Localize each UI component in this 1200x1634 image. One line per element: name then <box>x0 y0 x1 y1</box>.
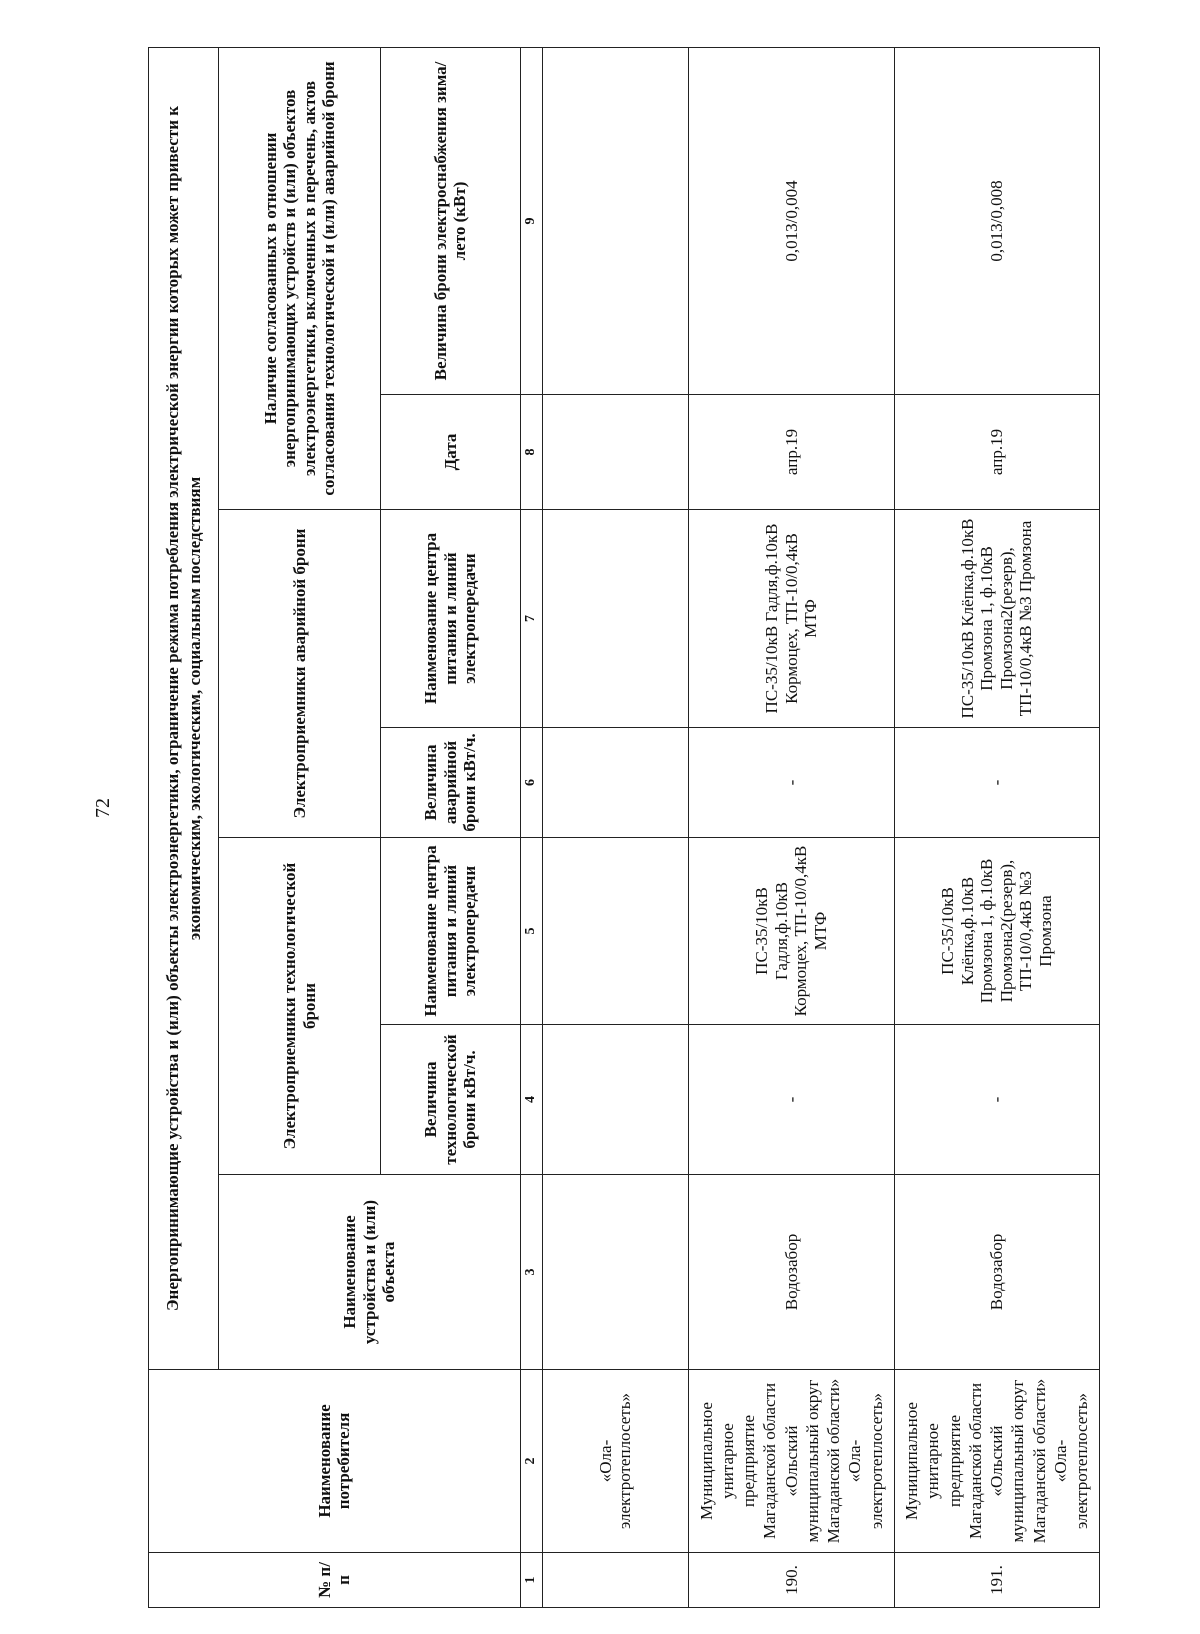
index-cell: 9 <box>520 47 542 394</box>
table-row <box>894 47 1099 1607</box>
continuation-consumer: «Ола-электротеплосеть» <box>542 1370 689 1553</box>
row-reserve: 0,013/0,004 <box>689 47 894 394</box>
cell-empty <box>542 728 689 838</box>
row-tech-source: ПС-35/10кВ Гадля,ф.10кВ Кормоцех, ТП-10/0,4кВ МТФ <box>689 838 894 1025</box>
row-tech-value: - <box>689 1025 894 1175</box>
row-tech-source: ПС-35/10кВ Клёпка,ф.10кВ Промзона 1, ф.10кВ Промзона2(резерв), ТП-10/0,4кВ №3 Промзона <box>894 838 1099 1025</box>
rotated-table-container <box>148 48 1100 1608</box>
row-date: апр.19 <box>689 395 894 510</box>
row-object: Водозабор <box>689 1175 894 1370</box>
continuation-row <box>542 47 689 1607</box>
index-cell: 8 <box>520 395 542 510</box>
header-consumer: Наименование потребителя <box>149 1370 521 1553</box>
cell-empty <box>542 1025 689 1175</box>
header-emerg-source: Наименование центра питания и линий электропередачи <box>381 510 520 728</box>
index-cell: 5 <box>520 838 542 1025</box>
row-date: апр.19 <box>894 395 1099 510</box>
header-tech-source: Наименование центра питания и линий электропередачи <box>381 838 520 1025</box>
index-cell: 1 <box>520 1553 542 1608</box>
header-approval-group: Наличие согласованных в отношении энергопринимающих устройств и (или) объектов электроэнергетики, включенных в перечень, актов согласования технологической и (или) аварийной брони <box>219 47 381 509</box>
index-cell: 2 <box>520 1370 542 1553</box>
row-tech-value: - <box>894 1025 1099 1175</box>
row-emerg-source: ПС-35/10кВ Клёпка,ф.10кВ Промзона 1, ф.10кВ Промзона2(резерв), ТП-10/0,4кВ №3 Промзона <box>894 510 1099 728</box>
cell-empty <box>542 395 689 510</box>
row-num: 191. <box>894 1553 1099 1608</box>
cell-empty <box>542 1175 689 1370</box>
header-num: № п/п <box>149 1553 521 1608</box>
energy-consumers-table <box>148 47 1100 1608</box>
row-emerg-value: - <box>894 728 1099 838</box>
header-object: Наименование устройства и (или) объекта <box>219 1175 520 1370</box>
row-object: Водозабор <box>894 1175 1099 1370</box>
cell-empty <box>542 510 689 728</box>
index-cell: 3 <box>520 1175 542 1370</box>
cell-empty <box>542 47 689 394</box>
header-emerg-group: Электроприемники аварийной брони <box>219 510 381 838</box>
index-cell: 7 <box>520 510 542 728</box>
row-reserve: 0,013/0,008 <box>894 47 1099 394</box>
table-row <box>689 47 894 1607</box>
index-cell: 6 <box>520 728 542 838</box>
header-group-title: Энергопринимающие устройства и (или) объекты электроэнергетики, ограничение режима потребления электрической энергии которых может привести к экономическим, экологическим, социальным последствиям <box>149 47 219 1369</box>
page-number: 72 <box>92 798 114 818</box>
header-date: Дата <box>381 395 520 510</box>
cell-empty <box>542 838 689 1025</box>
row-consumer: Муниципальное унитарное предприятие Магаданской области «Ольский муниципальный округ Магаданской области» «Ола-электротеплосеть» <box>894 1370 1099 1553</box>
row-emerg-source: ПС-35/10кВ Гадля,ф.10кВ Кормоцех, ТП-10/0,4кВ МТФ <box>689 510 894 728</box>
header-tech-value: Величина технологической брони кВт/ч. <box>381 1025 520 1175</box>
index-row <box>520 47 542 1607</box>
row-emerg-value: - <box>689 728 894 838</box>
cell-empty <box>542 1553 689 1608</box>
index-cell: 4 <box>520 1025 542 1175</box>
header-tech-group: Электроприемники технологической брони <box>219 838 381 1175</box>
row-consumer: Муниципальное унитарное предприятие Магаданской области «Ольский муниципальный округ Магаданской области» «Ола-электротеплосеть» <box>689 1370 894 1553</box>
header-reserve: Величина брони электроснабжения зима/лето (кВт) <box>381 47 520 394</box>
header-emerg-value: Величина аварийной брони кВт/ч. <box>381 728 520 838</box>
row-num: 190. <box>689 1553 894 1608</box>
